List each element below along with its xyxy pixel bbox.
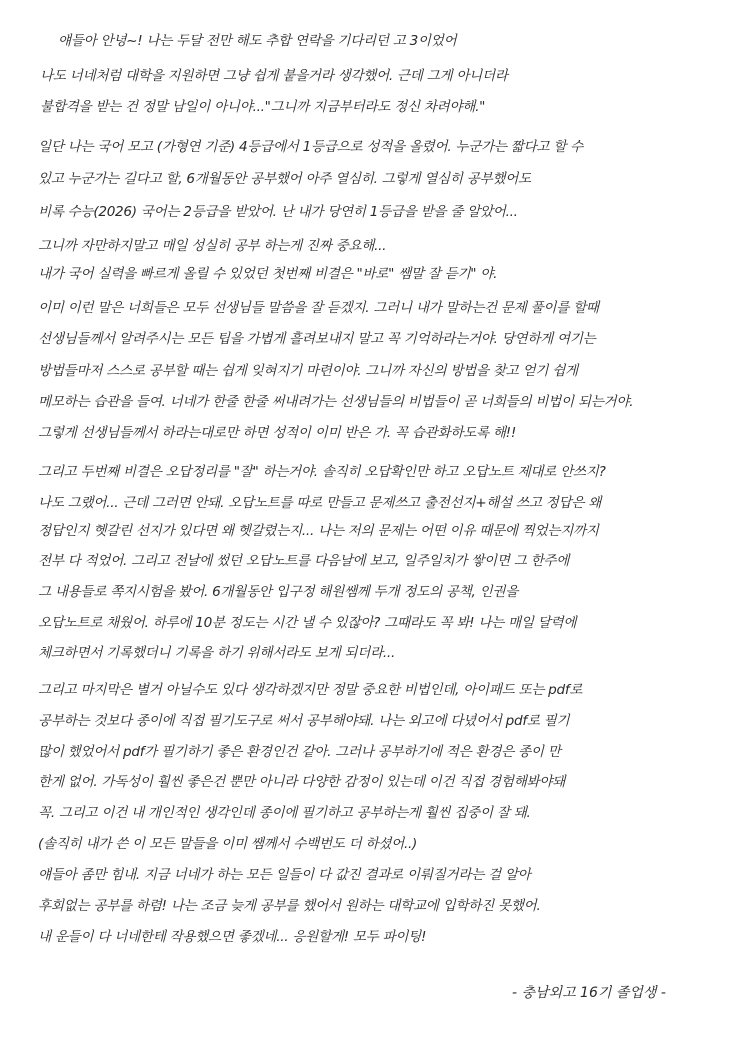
letter-line: 내 운들이 다 너네한테 작용했으면 좋겠네... 응원할게! 모두 파이팅! [38,929,427,945]
letter-line: 방법들마저 스스로 공부할 때는 쉽게 잊혀지기 마련이야. 그니까 자신의 방법을 찾고 얻기 쉽게 [38,363,578,379]
letter-line: 그니까 자만하지말고 매일 성실히 공부 하는게 진짜 중요해... [38,238,387,254]
letter-line: (솔직히 내가 쓴 이 모든 말들을 이미 쌤께서 수백번도 더 하셨어..) [38,836,418,852]
letter-line: 있고 누군가는 길다고 할, 6개월동안 공부했어 아주 열심히. 그렇게 열심히 공부했어도 [38,171,531,187]
letter-line: 후회없는 공부를 하렴! 나는 조금 늦게 공부를 했어서 원하는 대학교에 입학하진 못했어. [38,898,541,914]
letter-line: 그리고 두번째 비결은 오답정리를 "잘" 하는거야. 솔직히 오답확인만 하고 오답노트 제대로 안쓰지? [38,464,606,480]
letter-line: 체크하면서 기록했더니 기록을 하기 위해서라도 보게 되더라... [38,645,395,661]
letter-line: 얘들아 좀만 힘내. 지금 너네가 하는 모든 일들이 다 값진 결과로 이뤄질거라는 걸 알아 [38,867,531,883]
letter-line: 나도 너네처럼 대학을 지원하면 그냥 쉽게 붙을거라 생각했어. 근데 그게 아니더라 [40,68,508,84]
letter-line: 내가 국어 실력을 빠르게 올릴 수 있었던 첫번째 비결은 "바로" 쌤말 잘 듣기" 야. [38,266,498,282]
letter-line: 공부하는 것보다 종이에 직접 필기도구로 써서 공부해야돼. 나는 외고에 다녔어서 pdf로 필기 [38,713,570,729]
letter-line: 한게 없어. 가독성이 훨씬 좋은건 뿐만 아니라 다양한 감정이 있는데 이건 직접 경험해봐야돼 [38,774,566,790]
letter-line: 많이 했었어서 pdf가 필기하기 좋은 환경인건 같아. 그러나 공부하기에 적은 환경은 종이 만 [38,744,561,760]
letter-line: 선생님들께서 알려주시는 모든 팁을 가볍게 흘려보내지 말고 꼭 기억하라는거야. 당연하게 여기는 [38,331,596,347]
letter-line: 전부 다 적었어. 그리고 전날에 썼던 오답노트를 다음날에 보고, 일주일치가 쌓이면 그 한주에 [38,553,570,569]
letter-line: 비록 수능(2026) 국어는 2등급을 받았어. 난 내가 당연히 1등급을 받을 줄 알았어... [38,204,518,220]
letter-line: 그 내용들로 쪽지시험을 봤어. 6개월동안 입구정 해원쌤께 두개 정도의 공책, 인권을 [38,584,519,600]
letter-line: 오답노트로 채웠어. 하루에 10분 정도는 시간 낼 수 있잖아? 그때라도 꼭 봐! 나는 매일 달력에 [38,615,577,631]
letter-line: 메모하는 습관을 들여. 너네가 한줄 한줄 써내려가는 선생님들의 비법들이 곧 너희들의 비법이 되는거야. [38,394,634,410]
letter-signature: - 충남외고 16기 졸업생 - [512,985,666,1001]
letter-line: 불합격을 받는 건 정말 남일이 아니야..."그니까 지금부터라도 정신 차려야해." [40,99,486,115]
letter-line: 꼭. 그리고 이건 내 개인적인 생각인데 종이에 필기하고 공부하는게 훨씬 집중이 잘 돼. [38,805,531,821]
letter-line: 나도 그랬어... 근데 그러면 안돼. 오답노트를 따로 만들고 문제쓰고 출전선지+해설 쓰고 정답은 왜 [38,495,602,511]
letter-line: 얘들아 안녕~! 나는 두달 전만 해도 추합 연락을 기다리던 고 3이었어 [58,33,457,49]
letter-line: 정답인지 헷갈린 선지가 있다면 왜 헷갈렸는지... 나는 저의 문제는 어떤 이유 때문에 찍었는지까지 [38,523,599,539]
letter-line: 일단 나는 국어 모고 (가형연 기준) 4등급에서 1등급으로 성적을 올렸어. 누군가는 짧다고 할 수 [38,139,583,155]
letter-line: 그리고 마지막은 별거 아닐수도 있다 생각하겠지만 정말 중요한 비법인데, 아이패드 또는 pdf로 [38,682,583,698]
letter-line: 이미 이런 말은 너희들은 모두 선생님들 말씀을 잘 듣겠지. 그러니 내가 말하는건 문제 풀이를 할때 [38,300,599,316]
letter-line: 그렇게 선생님들께서 하라는대로만 하면 성적이 이미 반은 가. 꼭 습관화하도록 해!! [38,425,516,441]
